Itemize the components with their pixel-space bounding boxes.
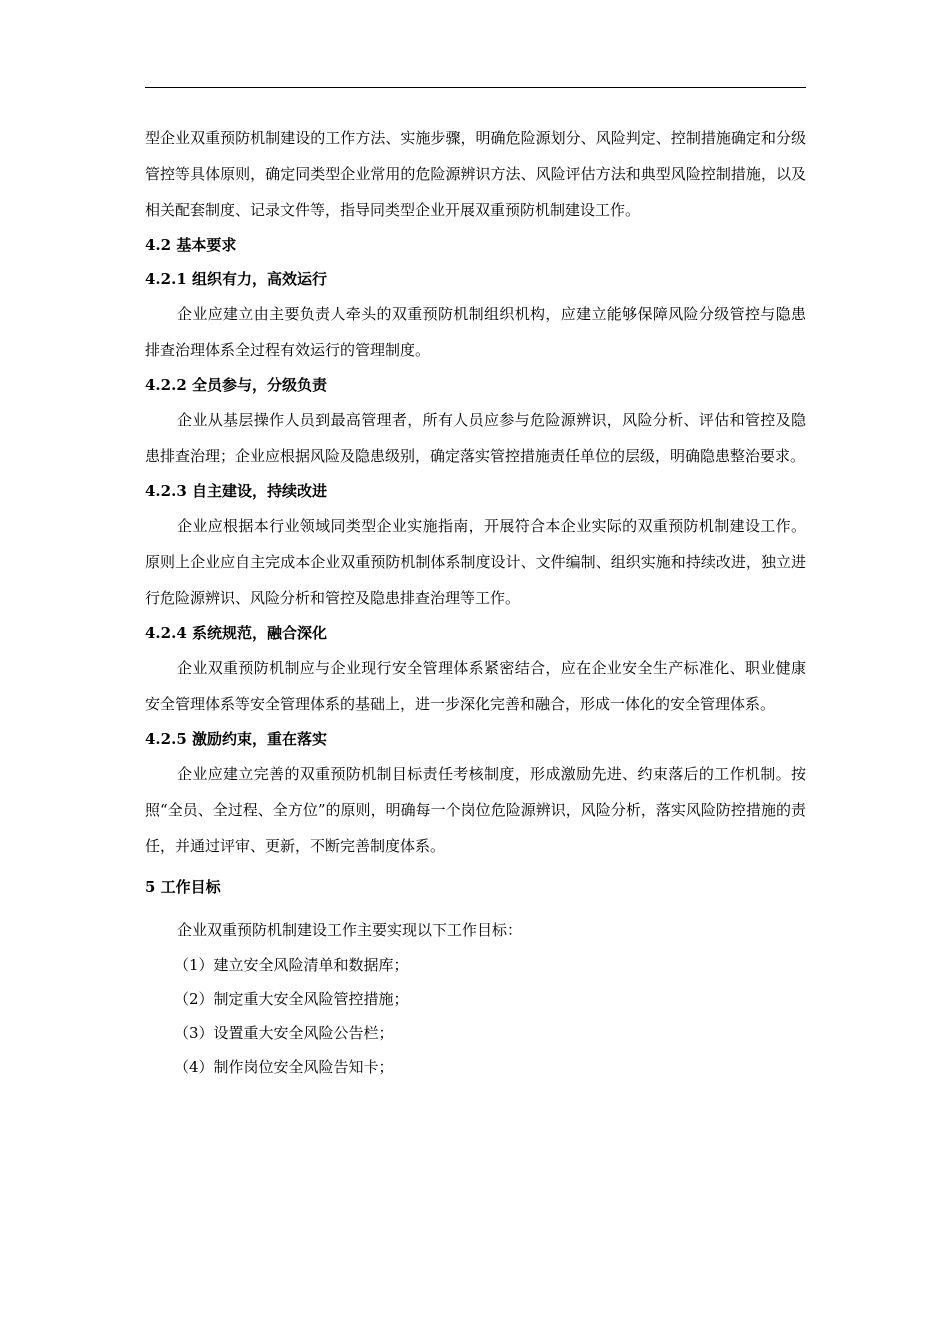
section-heading-4-2-1: 4.2.1 组织有力，高效运行 — [145, 270, 327, 288]
list-item: （4）制作岗位安全风险告知卡； — [174, 1058, 394, 1076]
goals-list — [145, 948, 806, 1084]
intro-paragraph: 型企业双重预防机制建设的工作方法、实施步骤，明确危险源划分、风险判定、控制措施确定和分级管控等具体原则，确定同类型企业常用的危险源辨识方法、风险评估方法和典型风险控制措施，以及相关配套制度、记录文件等，指导同类型企业开展双重预防机制建设工作。 — [145, 129, 806, 219]
section-body-4-2-4: 企业双重预防机制应与企业现行安全管理体系紧密结合，应在企业安全生产标准化、职业健康安全管理体系等安全管理体系的基础上，进一步深化完善和融合，形成一体化的安全管理体系。 — [145, 659, 806, 713]
section-body-4-2-2: 企业从基层操作人员到最高管理者，所有人员应参与危险源辨识，风险分析、评估和管控及隐患排查治理；企业应根据风险及隐患级别，确定落实管控措施责任单位的层级，明确隐患整治要求。 — [145, 411, 806, 465]
section-heading-4-2-2: 4.2.2 全员参与，分级负责 — [145, 376, 327, 394]
section-body-4-2-1: 企业应建立由主要负责人牵头的双重预防机制组织机构，应建立能够保障风险分级管控与隐患排查治理体系全过程有效运行的管理制度。 — [145, 305, 806, 359]
section-heading-4-2-4: 4.2.4 系统规范，融合深化 — [145, 624, 327, 642]
section-heading-4-2: 4.2 基本要求 — [145, 236, 237, 254]
list-item: （1）建立安全风险清单和数据库； — [174, 956, 409, 974]
header-rule — [145, 87, 806, 88]
section-body-4-2-3: 企业应根据本行业领域同类型企业实施指南，开展符合本企业实际的双重预防机制建设工作。原则上企业应自主完成本企业双重预防机制体系制度设计、文件编制、组织实施和持续改进，独立进行危险源辨识、风险分析和管控及隐患排查治理等工作。 — [145, 517, 806, 607]
section-heading-4-2-3: 4.2.3 自主建设，持续改进 — [145, 482, 327, 500]
section-5-intro: 企业双重预防机制建设工作主要实现以下工作目标： — [177, 921, 523, 939]
section-heading-4-2-5: 4.2.5 激励约束，重在落实 — [145, 730, 327, 748]
document-body — [145, 120, 806, 1084]
list-item: （3）设置重大安全风险公告栏； — [174, 1024, 394, 1042]
section-heading-5: 5 工作目标 — [145, 878, 221, 896]
list-item: （2）制定重大安全风险管控措施； — [174, 990, 409, 1008]
section-body-4-2-5: 企业应建立完善的双重预防机制目标责任考核制度，形成激励先进、约束落后的工作机制。按照“全员、全过程、全方位”的原则，明确每一个岗位危险源辨识，风险分析，落实风险防控措施的责任，并通过评审、更新，不断完善制度体系。 — [145, 765, 806, 855]
